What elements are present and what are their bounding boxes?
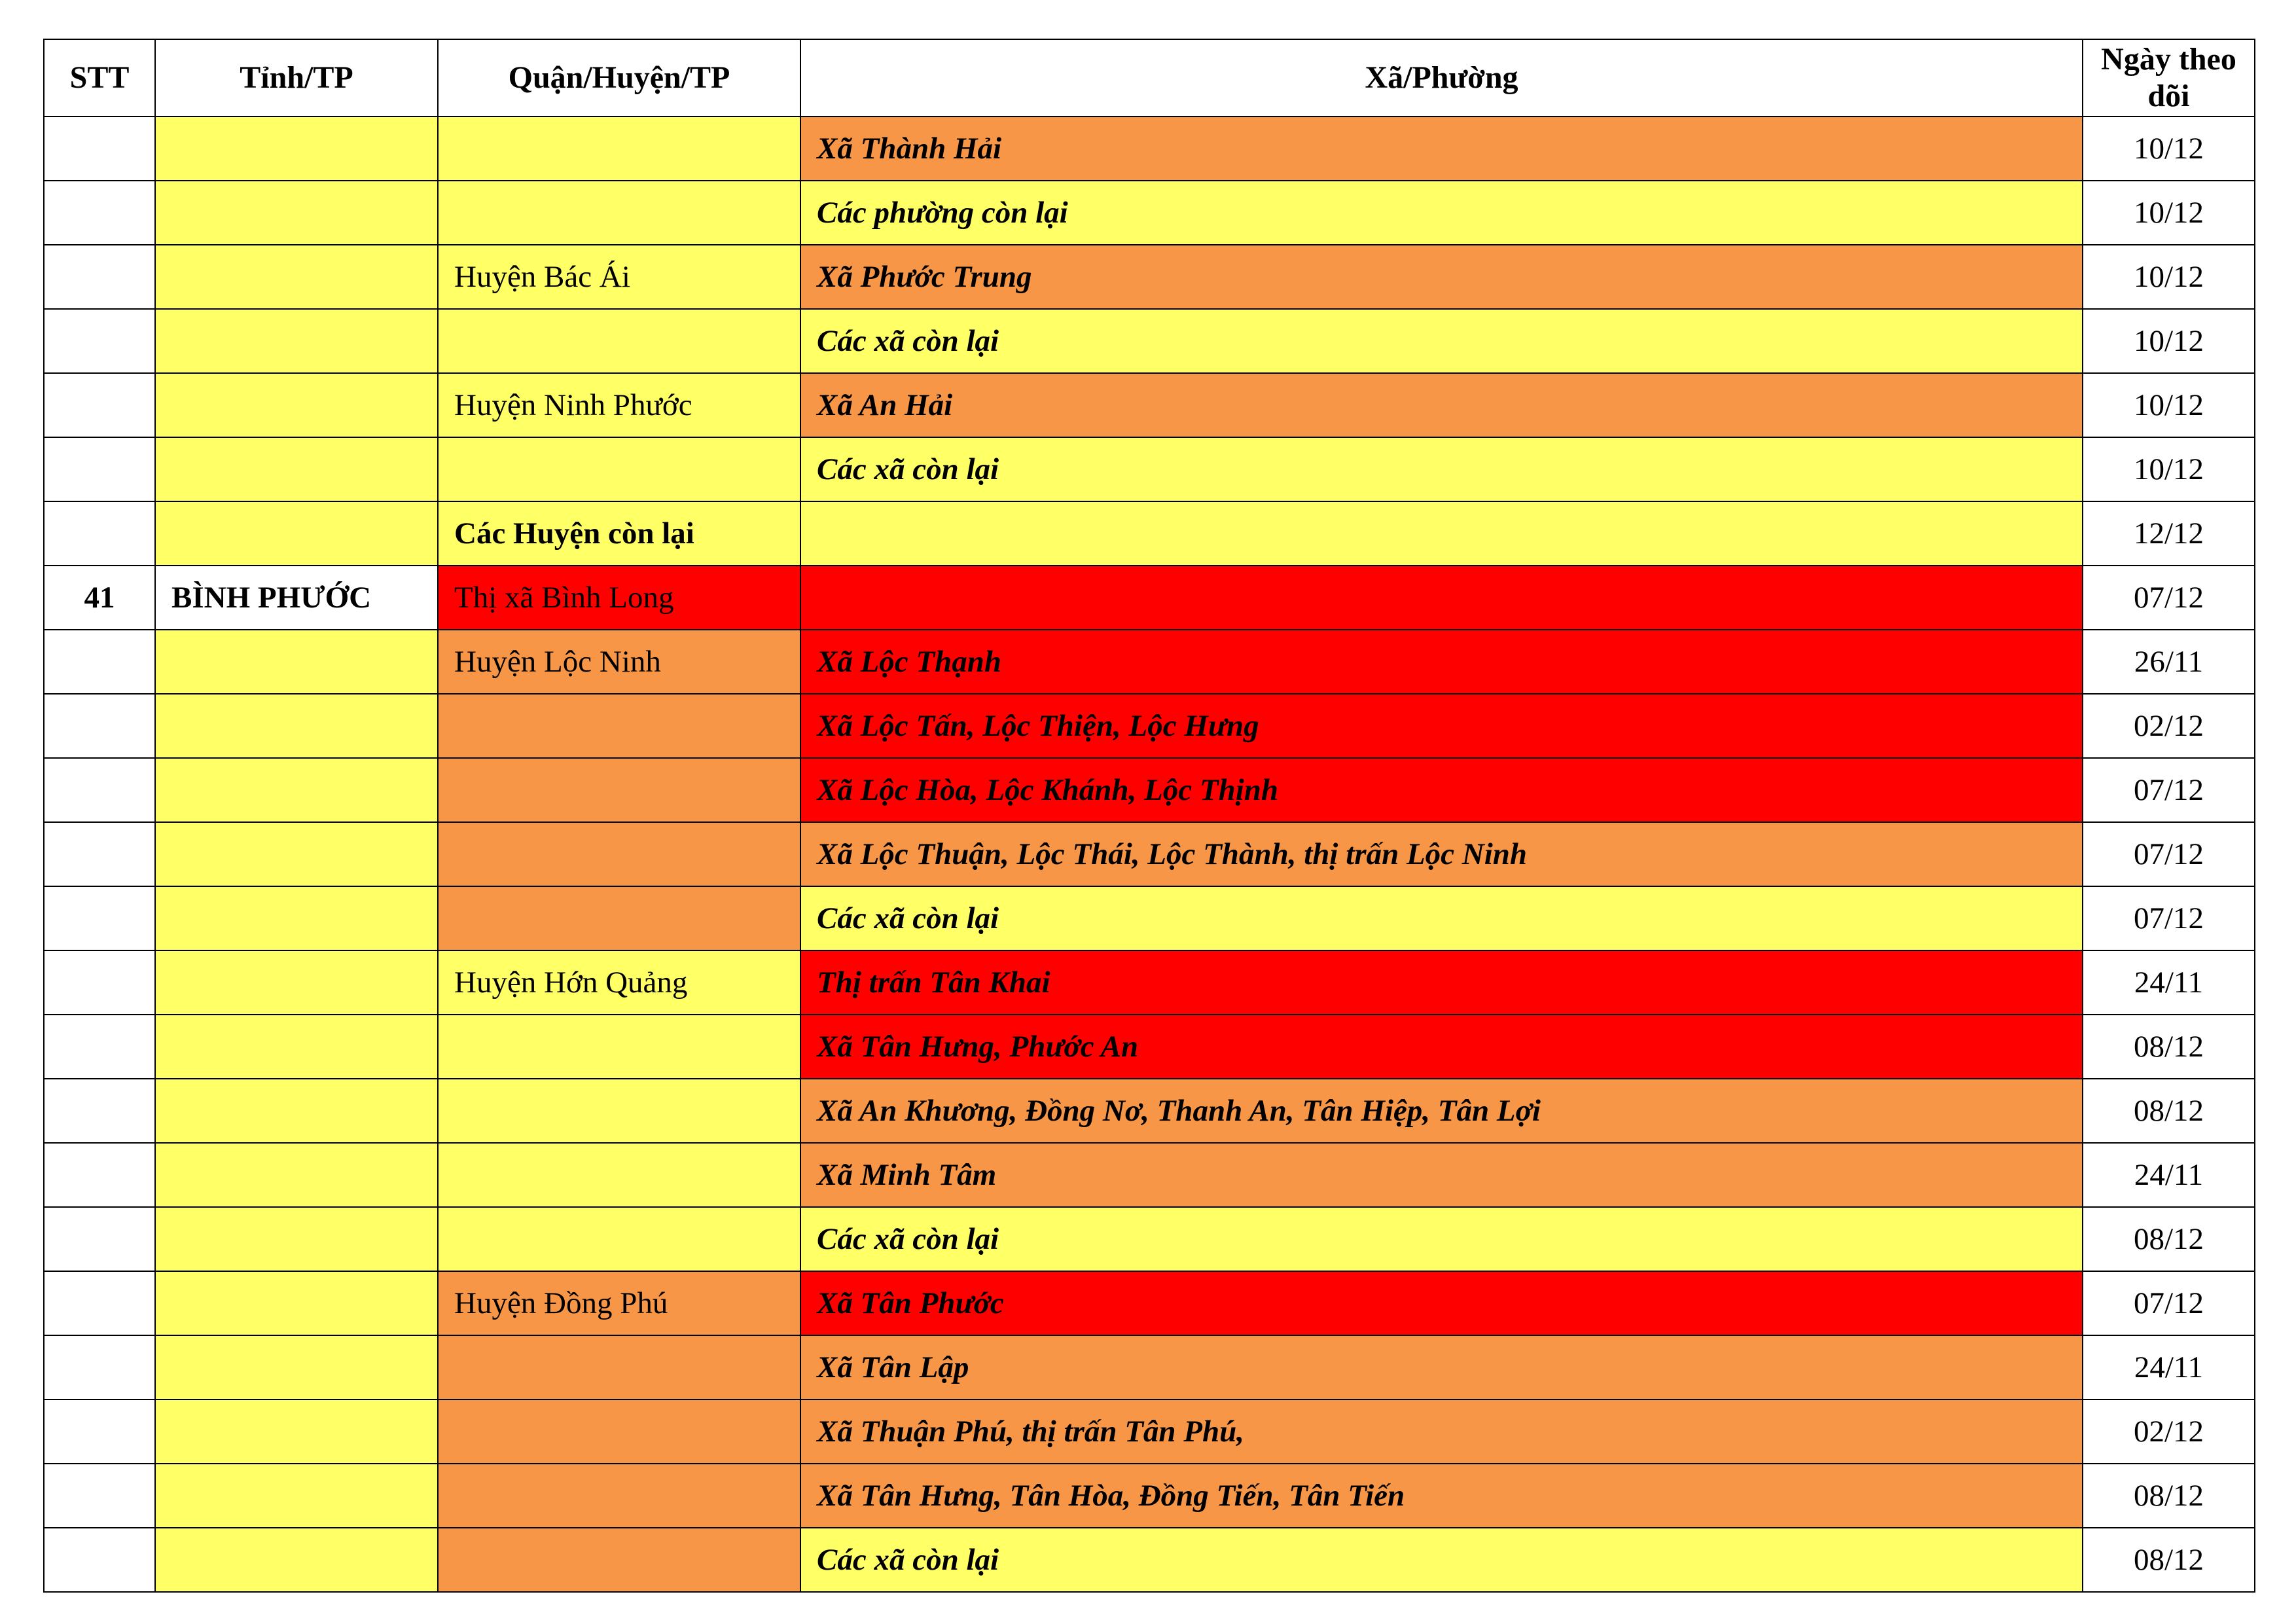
table-row xyxy=(44,1399,2255,1464)
cell-date: 26/11 xyxy=(2083,630,2255,694)
cell-stt xyxy=(44,181,155,245)
cell-stt xyxy=(44,694,155,758)
cell-date: 08/12 xyxy=(2083,1528,2255,1592)
cell-date: 08/12 xyxy=(2083,1464,2255,1528)
header-date: Ngày theo dõi xyxy=(2083,39,2255,117)
table-row xyxy=(44,566,2255,630)
table-row xyxy=(44,181,2255,245)
cell-commune: Xã Lộc Hòa, Lộc Khánh, Lộc Thịnh xyxy=(800,758,2083,822)
table-row xyxy=(44,1207,2255,1271)
cell-district: Huyện Bác Ái xyxy=(438,245,800,309)
cell-commune: Xã Lộc Thuận, Lộc Thái, Lộc Thành, thị trấn Lộc Ninh xyxy=(800,822,2083,886)
table-row xyxy=(44,1079,2255,1143)
cell-stt xyxy=(44,309,155,373)
cell-commune xyxy=(800,566,2083,630)
cell-commune: Xã Thành Hải xyxy=(800,117,2083,181)
cell-district xyxy=(438,694,800,758)
table-row xyxy=(44,501,2255,566)
cell-district xyxy=(438,437,800,501)
cell-district xyxy=(438,1015,800,1079)
cell-province xyxy=(155,758,438,822)
cell-commune: Xã Lộc Tấn, Lộc Thiện, Lộc Hưng xyxy=(800,694,2083,758)
cell-district xyxy=(438,1528,800,1592)
cell-province xyxy=(155,245,438,309)
cell-district xyxy=(438,117,800,181)
table-header-row xyxy=(44,39,2255,117)
cell-commune: Xã Lộc Thạnh xyxy=(800,630,2083,694)
table-row xyxy=(44,1528,2255,1592)
table-row xyxy=(44,1271,2255,1335)
cell-district xyxy=(438,309,800,373)
cell-district xyxy=(438,822,800,886)
table-row xyxy=(44,245,2255,309)
cell-commune: Thị trấn Tân Khai xyxy=(800,950,2083,1015)
cell-commune: Xã Phước Trung xyxy=(800,245,2083,309)
cell-date: 24/11 xyxy=(2083,1335,2255,1399)
cell-province xyxy=(155,950,438,1015)
table-row xyxy=(44,950,2255,1015)
cell-commune: Các phường còn lại xyxy=(800,181,2083,245)
cell-commune: Các xã còn lại xyxy=(800,1528,2083,1592)
cell-district xyxy=(438,181,800,245)
cell-province xyxy=(155,1079,438,1143)
cell-stt xyxy=(44,1015,155,1079)
cell-date: 07/12 xyxy=(2083,758,2255,822)
cell-district: Huyện Đồng Phú xyxy=(438,1271,800,1335)
cell-commune: Xã Tân Phước xyxy=(800,1271,2083,1335)
cell-province xyxy=(155,1399,438,1464)
table-row xyxy=(44,822,2255,886)
cell-district xyxy=(438,1143,800,1207)
cell-date: 02/12 xyxy=(2083,1399,2255,1464)
cell-province xyxy=(155,1528,438,1592)
cell-stt xyxy=(44,1143,155,1207)
monitoring-table xyxy=(43,39,2255,1593)
cell-district: Thị xã Bình Long xyxy=(438,566,800,630)
cell-province xyxy=(155,822,438,886)
cell-stt xyxy=(44,501,155,566)
cell-date: 07/12 xyxy=(2083,822,2255,886)
table-row xyxy=(44,694,2255,758)
cell-commune: Các xã còn lại xyxy=(800,1207,2083,1271)
cell-stt xyxy=(44,1271,155,1335)
cell-province xyxy=(155,1207,438,1271)
table-row xyxy=(44,886,2255,950)
cell-date: 08/12 xyxy=(2083,1207,2255,1271)
cell-province xyxy=(155,1015,438,1079)
cell-commune: Xã Tân Hưng, Phước An xyxy=(800,1015,2083,1079)
cell-stt xyxy=(44,1079,155,1143)
cell-district xyxy=(438,1079,800,1143)
cell-stt xyxy=(44,886,155,950)
cell-province xyxy=(155,886,438,950)
cell-province xyxy=(155,630,438,694)
cell-date: 10/12 xyxy=(2083,437,2255,501)
cell-province xyxy=(155,309,438,373)
cell-district: Huyện Ninh Phước xyxy=(438,373,800,437)
cell-stt xyxy=(44,1464,155,1528)
cell-commune: Các xã còn lại xyxy=(800,886,2083,950)
cell-stt xyxy=(44,373,155,437)
cell-date: 24/11 xyxy=(2083,950,2255,1015)
cell-date: 10/12 xyxy=(2083,245,2255,309)
cell-stt xyxy=(44,630,155,694)
cell-date: 07/12 xyxy=(2083,566,2255,630)
cell-stt xyxy=(44,245,155,309)
cell-province xyxy=(155,373,438,437)
cell-date: 08/12 xyxy=(2083,1079,2255,1143)
cell-date: 10/12 xyxy=(2083,373,2255,437)
cell-commune: Xã Minh Tâm xyxy=(800,1143,2083,1207)
cell-province: BÌNH PHƯỚC xyxy=(155,566,438,630)
cell-commune: Xã An Hải xyxy=(800,373,2083,437)
cell-date: 10/12 xyxy=(2083,181,2255,245)
cell-province xyxy=(155,1143,438,1207)
cell-stt xyxy=(44,1399,155,1464)
cell-province xyxy=(155,181,438,245)
table-row xyxy=(44,758,2255,822)
cell-province xyxy=(155,117,438,181)
table-row xyxy=(44,1143,2255,1207)
cell-district xyxy=(438,1207,800,1271)
cell-district xyxy=(438,758,800,822)
cell-date: 24/11 xyxy=(2083,1143,2255,1207)
cell-province xyxy=(155,437,438,501)
cell-district: Huyện Hớn Quảng xyxy=(438,950,800,1015)
cell-stt xyxy=(44,1207,155,1271)
cell-date: 07/12 xyxy=(2083,1271,2255,1335)
cell-district xyxy=(438,1399,800,1464)
cell-stt xyxy=(44,950,155,1015)
cell-province xyxy=(155,1271,438,1335)
table-row xyxy=(44,1015,2255,1079)
header-stt: STT xyxy=(44,39,155,117)
header-commune: Xã/Phường xyxy=(800,39,2083,117)
cell-province xyxy=(155,1464,438,1528)
cell-commune: Xã An Khương, Đồng Nơ, Thanh An, Tân Hiệp, Tân Lợi xyxy=(800,1079,2083,1143)
cell-district: Các Huyện còn lại xyxy=(438,501,800,566)
cell-stt xyxy=(44,822,155,886)
cell-stt xyxy=(44,758,155,822)
table-row xyxy=(44,1464,2255,1528)
header-province: Tỉnh/TP xyxy=(155,39,438,117)
cell-district xyxy=(438,1464,800,1528)
table-row xyxy=(44,373,2255,437)
cell-date: 12/12 xyxy=(2083,501,2255,566)
header-district: Quận/Huyện/TP xyxy=(438,39,800,117)
cell-stt xyxy=(44,437,155,501)
cell-stt xyxy=(44,117,155,181)
table-row xyxy=(44,117,2255,181)
cell-district xyxy=(438,886,800,950)
cell-date: 07/12 xyxy=(2083,886,2255,950)
cell-commune: Các xã còn lại xyxy=(800,309,2083,373)
cell-date: 10/12 xyxy=(2083,117,2255,181)
cell-stt xyxy=(44,1335,155,1399)
cell-province xyxy=(155,1335,438,1399)
table-row xyxy=(44,630,2255,694)
cell-commune: Xã Thuận Phú, thị trấn Tân Phú, xyxy=(800,1399,2083,1464)
cell-commune xyxy=(800,501,2083,566)
cell-date: 10/12 xyxy=(2083,309,2255,373)
table-row xyxy=(44,1335,2255,1399)
cell-commune: Các xã còn lại xyxy=(800,437,2083,501)
cell-district: Huyện Lộc Ninh xyxy=(438,630,800,694)
table-row xyxy=(44,309,2255,373)
cell-commune: Xã Tân Lập xyxy=(800,1335,2083,1399)
cell-stt: 41 xyxy=(44,566,155,630)
cell-district xyxy=(438,1335,800,1399)
cell-province xyxy=(155,501,438,566)
cell-stt xyxy=(44,1528,155,1592)
cell-commune: Xã Tân Hưng, Tân Hòa, Đồng Tiến, Tân Tiến xyxy=(800,1464,2083,1528)
cell-date: 02/12 xyxy=(2083,694,2255,758)
cell-province xyxy=(155,694,438,758)
cell-date: 08/12 xyxy=(2083,1015,2255,1079)
table-row xyxy=(44,437,2255,501)
